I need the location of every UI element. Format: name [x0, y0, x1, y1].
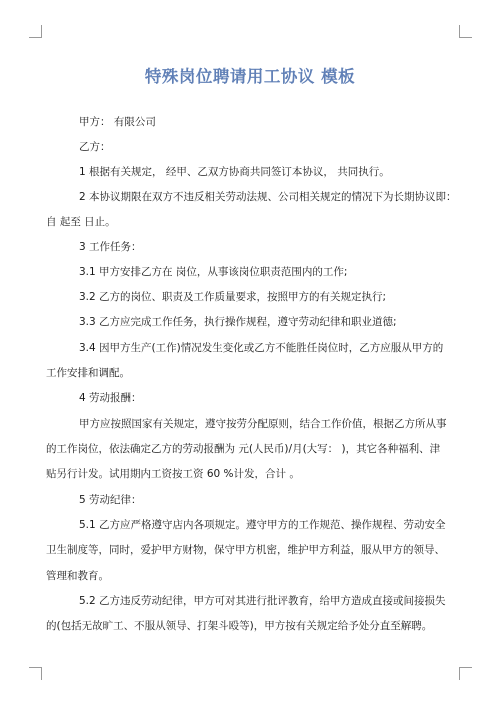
clause-4-line-1: 甲方应按照国家有关规定，遵守按劳分配原则，结合工作价值，根据乙方所从事: [79, 418, 447, 430]
clause-3-2: 3.2 乙方的岗位、职责及工作质量要求，按照甲方的有关规定执行;: [79, 291, 387, 303]
clause-2-line-2: 自 起至 日止。: [46, 216, 116, 228]
clause-5-1-line-3: 管理和教育。: [46, 570, 109, 582]
clause-3-3: 3.3 乙方应完成工作任务，执行操作规程，遵守劳动纪律和职业道德;: [79, 316, 397, 328]
crop-mark-top-left: [29, 25, 42, 38]
clause-5-1-line-2: 卫生制度等，同时，爱护甲方财物，保守甲方机密，维护甲方利益，服从甲方的领导、: [46, 544, 445, 556]
clause-4-heading: 4 劳动报酬：: [79, 392, 142, 404]
crop-mark-bottom-left: [29, 667, 42, 680]
clause-1: 1 根据有关规定， 经甲、乙双方协商共同签订本协议， 共同执行。: [79, 166, 390, 178]
party-a: 甲方： 有限公司: [79, 116, 156, 128]
clause-3-4-line-1: 3.4 因甲方生产(工作)情况发生变化或乙方不能胜任岗位时，乙方应服从甲方的: [79, 342, 444, 354]
crop-mark-top-right: [459, 25, 472, 38]
document-title: 特殊岗位聘请用工协议 模板: [144, 67, 356, 86]
party-b: 乙方：: [79, 141, 111, 153]
clause-2-line-1: 2 本协议期限在双方不违反相关劳动法规、公司相关规定的情况下为长期协议即：: [79, 191, 457, 203]
clause-3-heading: 3 工作任务：: [79, 241, 142, 253]
clause-4-line-2: 的工作岗位，依法确定乙方的劳动报酬为 元(人民币)/月(大写： )，其它各种福利、津: [46, 443, 441, 455]
clause-4-line-3: 贴另行计发。试用期内工资按工资 60 %计发，合计 。: [46, 468, 300, 480]
clause-5-2-line-2: 的(包括无故旷工、不服从领导、打架斗殴等)，甲方按有关规定给予处分直至解聘。: [46, 620, 433, 632]
clause-3-1: 3.1 甲方安排乙方在 岗位，从事该岗位职责范围内的工作;: [79, 266, 348, 278]
crop-mark-bottom-right: [459, 667, 472, 680]
clause-5-1-line-1: 5.1 乙方应严格遵守店内各项规定。遵守甲方的工作规范、操作规程、劳动安全: [79, 519, 446, 531]
clause-5-heading: 5 劳动纪律：: [79, 494, 142, 506]
clause-3-4-line-2: 工作安排和调配。: [46, 367, 130, 379]
clause-5-2-line-1: 5.2 乙方违反劳动纪律，甲方可对其进行批评教育，给甲方造成直接或间接损失: [79, 595, 446, 607]
